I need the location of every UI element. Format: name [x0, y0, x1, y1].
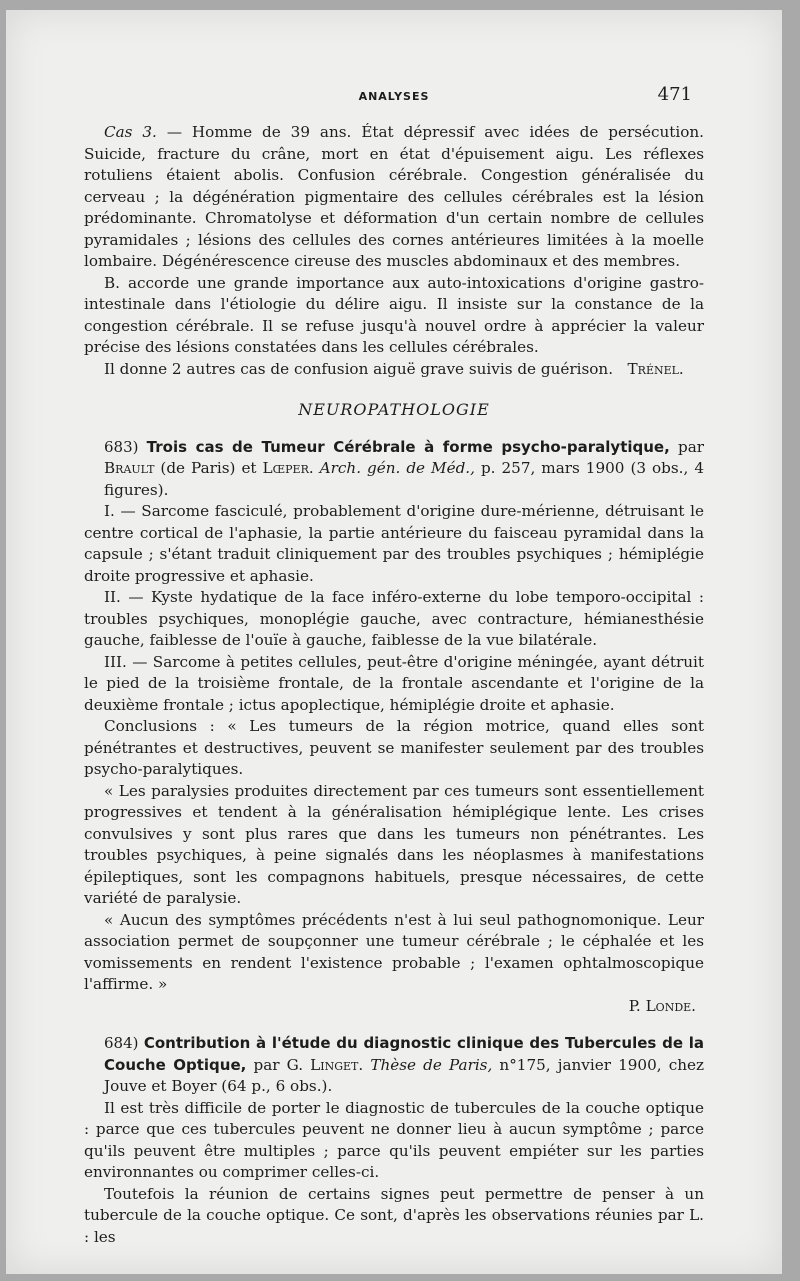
- entry-683-author1: Brault: [104, 459, 155, 477]
- entry-683-paralysies: « Les paralysies produites directement par ces tumeurs sont essentiellement progressives et tendent à la généralisation hémiplégique lente. Les crises convulsives y sont plus rares que dans les tumeurs non pénétrantes. Les troubles psychiques, à peine signalés dans les néoplasmes à manifestations épileptiques, sont les compagnons habituels, presque nécessaires, de cette variété de paralysie.: [84, 781, 704, 907]
- entry-683-conclusions: Conclusions : « Les tumeurs de la région motrice, quand elles sont pénétrantes et destructives, peuvent se manifester seulement par des troubles psycho-paralytiques.: [84, 717, 704, 778]
- entry-683: [84, 437, 704, 1018]
- document-page: [6, 10, 782, 1274]
- entry-683-number: 683): [104, 437, 139, 456]
- entry-683-author2: Lœper.: [262, 459, 314, 477]
- entry-683-symptomes: « Aucun des symptômes précédents n'est à lui seul pathognomonique. Leur association permet de soupçonner une tumeur cérébrale ; le céphalée et les vomissements en rendent l'existence probable ; l'examen ophtalmoscopique l'affirme. »: [84, 910, 704, 993]
- cas3-label: Cas 3.: [104, 123, 157, 141]
- entry-683-journal: Arch. gén. de Méd.,: [313, 459, 475, 477]
- cas3-paragraph: [84, 122, 704, 273]
- entry-684-number: 684): [104, 1034, 139, 1052]
- section-title: NEUROPATHOLOGIE: [298, 400, 490, 419]
- entry-684-by: par G.: [246, 1055, 311, 1074]
- entry-684: [84, 1033, 704, 1248]
- entry-684-thesis: Thèse de Paris,: [363, 1055, 493, 1074]
- entry-684-paragraph-2: Toutefois la réunion de certains signes peut permettre de penser à un tubercule de la couche optique. Ce sont, d'après les observations réunies par L. : les: [84, 1184, 704, 1246]
- paragraph-b: B. accorde une grande importance aux auto-intoxications d'origine gastro-intestinale dans l'étiologie du délire aigu. Il insiste sur la constance de la congestion cérébrale. Il se refuse jusqu'à nouvel ordre à apprécier la valeur précise des lésions constatées dans les cellules cérébrales.: [84, 273, 704, 356]
- entry-684-details: n°175, janvier 1900, chez Jouve et Boyer (64 p., 6 obs.).: [104, 1055, 704, 1095]
- page-number: 471: [657, 84, 692, 105]
- entry-683-heading: [84, 437, 704, 502]
- entry-683-title: Trois cas de Tumeur Cérébrale à forme psycho-paralytique,: [146, 437, 670, 456]
- entry-683-case-3: III. — Sarcome à petites cellules, peut-être d'origine méningée, ayant détruit le pied de la troisième frontale, de la frontale ascendante et l'origine de la deuxième frontale ; ictus apoplectique, hémiplégie droite et aphasie.: [84, 652, 704, 714]
- cas3-text: — Homme de 39 ans. État dépressif avec idées de persécution. Suicide, fracture du crâne, mort en état d'épuisement aigu. Les réflexes rotuliens étaient abolis. Confusion cérébrale. Congestion généralisée du cerveau ; la dégénération pigmentaire des cellules cérébrales est la lésion prédominante. Chromatolyse et déformation d'un certain nombre de cellules pyramidales ; lésions des cellules des cornes antérieures limitées à la moelle lombaire. Dégénérescence cireuse des muscles abdominaux et des membres.: [84, 123, 704, 270]
- entry-684-heading: [84, 1033, 704, 1098]
- signature-trenel: Trénel.: [627, 359, 684, 378]
- entry-683-by: par: [669, 437, 705, 456]
- entry-683-case-2: II. — Kyste hydatique de la face inféro-externe du lobe temporo-occipital : troubles psychiques, monoplégie gauche, avec contracture, hémianesthésie gauche, faiblesse de l'ouïe à gauche, faiblesse de la vue bilatérale.: [84, 588, 704, 649]
- entry-683-case-1: I. — Sarcome fasciculé, probablement d'origine dure-mérienne, détruisant le centre cortical de l'aphasie, la partie antérieure du faisceau pyramidal dans la capsule ; s'étant traduit cliniquement par des troubles psychiques ; hémiplégie droite progressive et aphasie.: [84, 502, 704, 585]
- entry-684-title: Contribution à l'étude du diagnostic clinique des Tubercules de la Couche Optique,: [104, 1034, 704, 1074]
- page-content: [84, 122, 704, 1248]
- entry-684-paragraph-1: Il est très difficile de porter le diagnostic de tubercules de la couche optique : parce que ces tubercules peuvent ne donner lieu à aucun symptôme ; parce qu'ils peuvent être multiples ; parce qu'ils peuvent empiéter sur les parties environnantes ou comprimer celles-ci.: [84, 1098, 704, 1181]
- entry-683-details: p. 257, mars 1900 (3 obs., 4 figures).: [104, 459, 704, 499]
- entry-683-author1-place: (de Paris) et: [154, 459, 263, 477]
- signature-londe: P. Londe.: [628, 996, 696, 1015]
- entry-684-author: Linget.: [310, 1055, 364, 1074]
- paragraph-donne: [84, 359, 704, 381]
- running-title: ANALYSES: [358, 90, 430, 103]
- page-header: [6, 84, 782, 108]
- paragraph-donne-text: Il donne 2 autres cas de confusion aiguë grave suivis de guérison.: [104, 359, 614, 378]
